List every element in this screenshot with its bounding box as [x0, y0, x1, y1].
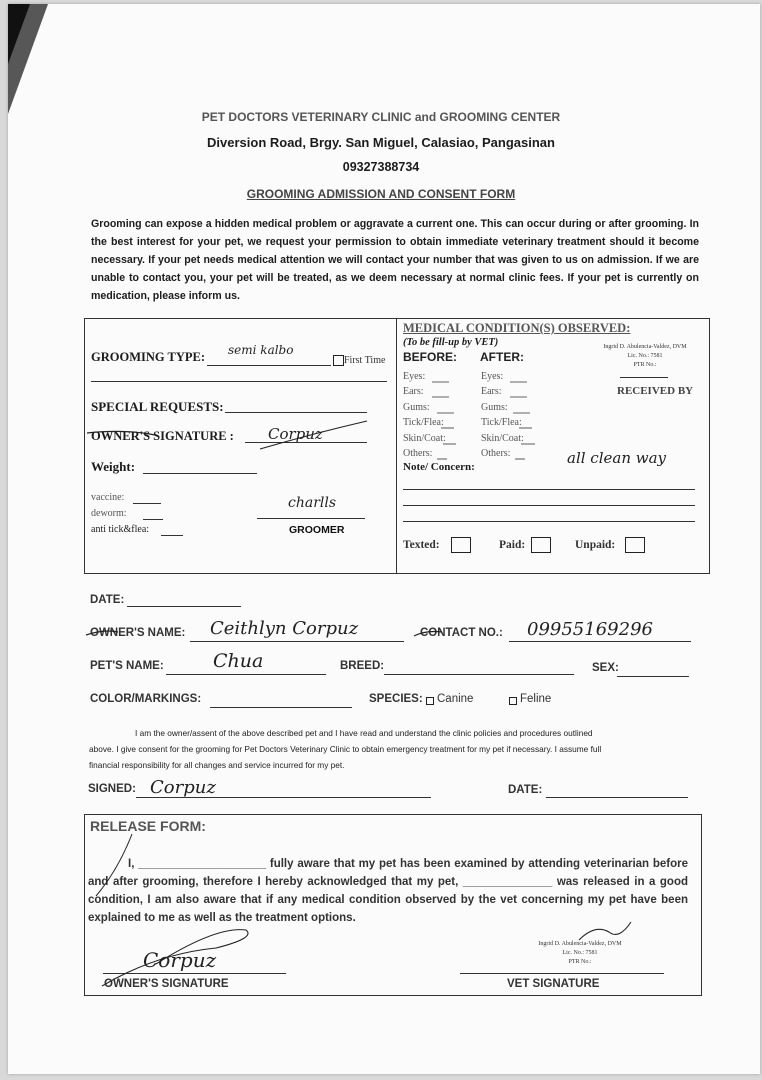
species-label: SPECIES:: [369, 693, 423, 705]
note-label: Note/ Concern:: [403, 461, 475, 473]
before-label: BEFORE:: [403, 350, 457, 364]
medical-condition-title: MEDICAL CONDITION(S) OBSERVED:: [403, 321, 631, 335]
special-requests-label: SPECIAL REQUESTS:: [91, 399, 224, 414]
owner-signature-label: OWNER'S SIGNATURE :: [91, 429, 234, 443]
release-title: RELEASE FORM:: [90, 818, 206, 834]
condition-blank-lines: [385, 369, 555, 464]
grooming-extra-line: [91, 381, 387, 382]
texted-label: Texted:: [403, 539, 440, 551]
unpaid-checkbox[interactable]: [625, 537, 645, 553]
sex-line: [617, 676, 689, 677]
owner-name-label: OWNER'S NAME:: [90, 627, 186, 639]
canine-label: Canine: [437, 693, 474, 705]
vaccine-label: vaccine:: [91, 492, 125, 503]
groomer-line: [257, 518, 365, 519]
consent-date-line: [546, 797, 688, 798]
after-item: Others:: [481, 448, 511, 460]
owner-signature-scribble: [85, 419, 385, 459]
feline-label: Feline: [520, 693, 552, 705]
contact-line: [509, 641, 691, 642]
after-label: AFTER:: [480, 350, 524, 364]
release-text: I, ____________________ fully aware that my pet has been examined by attending veterinarian before and after grooming, therefore I hereby acknowledged that my pet, ______________ was released in a good condition, I am also aware that if any medical condition observed by the vet concerning my pet have been explained to me as well as the treatment options.: [88, 858, 688, 924]
release-owner-signature-value[interactable]: Corpuz: [143, 948, 217, 972]
sex-label: SEX:: [592, 662, 619, 674]
canine-checkbox[interactable]: [426, 697, 434, 705]
vet-subtitle: (To be fill-up by VET): [403, 337, 499, 348]
deworm-label: deworm:: [91, 508, 127, 519]
before-item: Tick/Flea:: [403, 417, 444, 429]
unpaid-label: Unpaid:: [575, 539, 616, 551]
vet-stamp: [590, 343, 700, 370]
owner-signature-label: OWNER'S SIGNATURE: [104, 978, 229, 990]
signed-label: SIGNED:: [88, 783, 136, 795]
after-item: Eyes:: [481, 371, 504, 382]
note-line-3: [403, 521, 695, 522]
intro-paragraph: Grooming can expose a hidden medical problem or aggravate a current one. This can occur during or after grooming. In the best interest for your pet, we request your permission to obtain immediate veterinary treatment should it become necessary. If your pet needs medical attention we will contact your number that was given to us on admission. If we are unable to contact you, your pet will be treated, as we deem necessary at normal clinic fees. If your pet is currently on medication, please inform us.: [91, 218, 699, 302]
after-item: Tick/Flea:: [481, 417, 522, 429]
grooming-type-line: [207, 365, 331, 366]
grooming-medical-box: [84, 318, 710, 574]
breed-line: [384, 674, 574, 675]
consent-line-1: I am the owner/assent of the above described pet and I have read and understand the clinic policies and procedures outlined: [135, 728, 593, 738]
anti-tick-label: anti tick&flea:: [91, 524, 150, 535]
stamp-ptr: PTR No.:: [633, 362, 657, 368]
date-label: DATE:: [90, 594, 125, 606]
pet-name-value[interactable]: Chua: [213, 650, 264, 672]
form-title: GROOMING ADMISSION AND CONSENT FORM: [246, 187, 516, 201]
stamp-ptr: PTR No.:: [568, 959, 592, 965]
note-line-2: [403, 505, 695, 506]
strike-marks: [84, 624, 444, 644]
special-requests-line: [225, 412, 367, 413]
grooming-type-value[interactable]: semi kalbo: [228, 343, 294, 357]
before-item: Others:: [403, 448, 433, 460]
contact-value[interactable]: 09955169296: [527, 619, 653, 640]
release-pen-stroke: [90, 830, 150, 900]
owner-signature-value[interactable]: Corpuz: [268, 425, 323, 443]
consent-line-2: above. I give consent for the grooming for Pet Doctors Veterinary Clinic to obtain emergency treatment for my pet if necessary. I assume full: [89, 744, 602, 754]
stamp-lic: Lic. No.: 7581: [627, 353, 663, 359]
weight-label: Weight:: [91, 459, 136, 474]
stamp-ptr-line: [620, 377, 668, 378]
first-time-label: First Time: [344, 355, 386, 366]
before-item: Gums:: [403, 401, 430, 413]
breed-label: BREED:: [340, 660, 385, 672]
received-by-label: RECEIVED BY: [617, 385, 694, 397]
color-markings-label: COLOR/MARKINGS:: [90, 693, 202, 705]
grooming-type-label: GROOMING TYPE:: [91, 350, 206, 364]
stamp-lic: Lic. No.: 7581: [562, 950, 598, 956]
weight-line: [143, 473, 257, 474]
texted-checkbox[interactable]: [451, 537, 471, 553]
paid-label: Paid:: [499, 539, 526, 551]
vet-sign-line: [460, 973, 664, 974]
before-item: Ears:: [403, 386, 424, 398]
date-line: [127, 606, 241, 607]
note-line-1: [403, 489, 695, 490]
first-time-checkbox[interactable]: [333, 355, 344, 366]
consent-date-label: DATE:: [508, 784, 543, 796]
stamp-name: Ingrid D. Abulencia-Valdez, DVM: [603, 344, 687, 350]
after-item: Skin/Coat:: [481, 432, 524, 444]
folded-corner-shadow: [8, 4, 30, 64]
paid-checkbox[interactable]: [531, 537, 551, 553]
after-item: Gums:: [481, 401, 508, 413]
clinic-phone: 09327388734: [342, 160, 420, 174]
before-item: Skin/Coat:: [403, 432, 446, 444]
after-item: Ears:: [481, 386, 502, 398]
groomer-signature-value[interactable]: charlls: [288, 495, 337, 511]
feline-checkbox[interactable]: [509, 697, 517, 705]
clinic-address: Diversion Road, Brgy. San Miguel, Calasiao, Pangasinan: [207, 135, 555, 150]
pet-name-line: [166, 674, 326, 675]
vaccine-line: [133, 503, 161, 504]
anti-tick-line: [161, 535, 183, 536]
clinic-name: PET DOCTORS VETERINARY CLINIC and GROOMING CENTER: [201, 110, 561, 124]
stamp-name: Ingrid D. Abulencia-Valdez, DVM: [538, 941, 622, 947]
contact-label: CONTACT NO.:: [420, 627, 503, 639]
color-markings-line: [210, 707, 352, 708]
owner-name-value[interactable]: Ceithlyn Corpuz: [210, 618, 359, 639]
signed-value[interactable]: Corpuz: [150, 777, 216, 798]
note-value[interactable]: all clean way: [567, 449, 667, 467]
deworm-line: [143, 519, 163, 520]
before-item: Eyes:: [403, 371, 426, 382]
groomer-label: GROOMER: [289, 524, 345, 536]
vet-signature-label: VET SIGNATURE: [507, 978, 600, 990]
pet-name-label: PET'S NAME:: [90, 660, 164, 672]
vet-signature-scribble: [575, 918, 635, 948]
consent-line-3: financial responsibility for all changes and service incurred for my pet.: [89, 760, 345, 770]
